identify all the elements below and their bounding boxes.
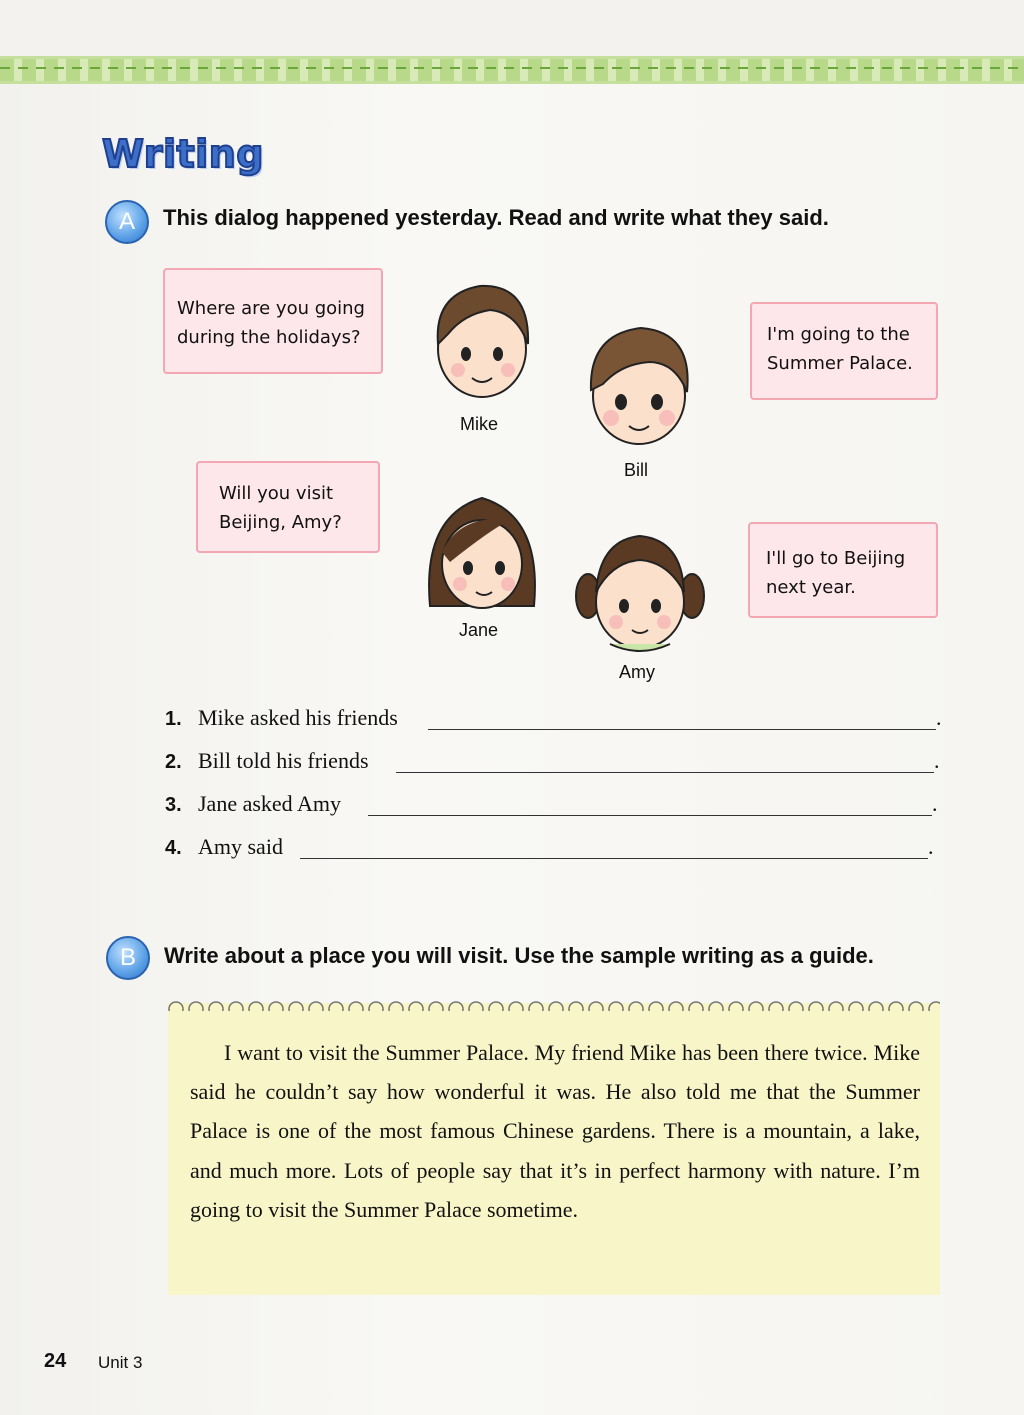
unit-label: Unit 3 (98, 1353, 143, 1372)
period: . (928, 834, 934, 859)
amy-illustration (570, 526, 710, 662)
question-number: 2. (165, 751, 182, 773)
section-b-heading: Write about a place you will visit. Use the sample writing as a guide. (164, 943, 874, 968)
question-text: Bill told his friends (198, 748, 369, 773)
jane-illustration (420, 486, 545, 618)
bubble-line: during the holidays? (177, 327, 361, 348)
question-text: Mike asked his friends (198, 705, 398, 730)
bill-illustration (575, 318, 705, 450)
section-a-heading: This dialog happened yesterday. Read and write what they said. (163, 205, 829, 230)
bubble-line: Where are you going (177, 298, 365, 319)
bubble-line: I'm going to the (767, 324, 910, 345)
section-b-badge: B (106, 936, 150, 980)
question-3 (165, 791, 341, 817)
question-1 (165, 705, 398, 731)
question-4 (165, 834, 283, 860)
question-number: 1. (165, 708, 182, 730)
question-number: 3. (165, 794, 182, 816)
speech-bubble-amy (748, 522, 938, 618)
bubble-line: Beijing, Amy? (219, 512, 342, 533)
name-label-mike: Mike (460, 414, 499, 434)
bubble-line: next year. (766, 577, 856, 598)
decorative-wave (168, 995, 940, 1011)
period: . (934, 748, 940, 773)
period: . (936, 705, 942, 730)
decorative-border (0, 56, 1024, 84)
bubble-line: I'll go to Beijing (766, 548, 906, 569)
speech-bubble-jane (196, 461, 380, 553)
page-title: Writing (102, 132, 264, 176)
name-label-bill: Bill (624, 460, 649, 480)
sample-writing-box (168, 1003, 940, 1295)
question-2 (165, 748, 369, 774)
question-number: 4. (165, 837, 182, 859)
bubble-line: Summer Palace. (767, 353, 913, 374)
speech-bubble-mike (163, 268, 383, 374)
page-number: 24 (44, 1350, 67, 1372)
period: . (932, 791, 938, 816)
mike-illustration (420, 274, 545, 404)
name-label-amy: Amy (619, 662, 655, 682)
section-a-badge: A (105, 200, 149, 244)
question-text: Jane asked Amy (198, 791, 341, 816)
name-label-jane: Jane (459, 620, 499, 640)
sample-writing-text: I want to visit the Summer Palace. My friend Mike has been there twice. Mike said he couldn’t say how wonderful it was. He also told me that the Summer Palace is one of the most famous Chinese gardens. There is a mountain, a lake, and much more. Lots of people say that it’s in perfect harmony with nature. I’m going to visit the Summer Palace sometime. (190, 1040, 920, 1222)
bubble-line: Will you visit (219, 483, 334, 504)
speech-bubble-bill (750, 302, 938, 400)
question-text: Amy said (198, 834, 283, 859)
top-margin (0, 0, 1024, 60)
